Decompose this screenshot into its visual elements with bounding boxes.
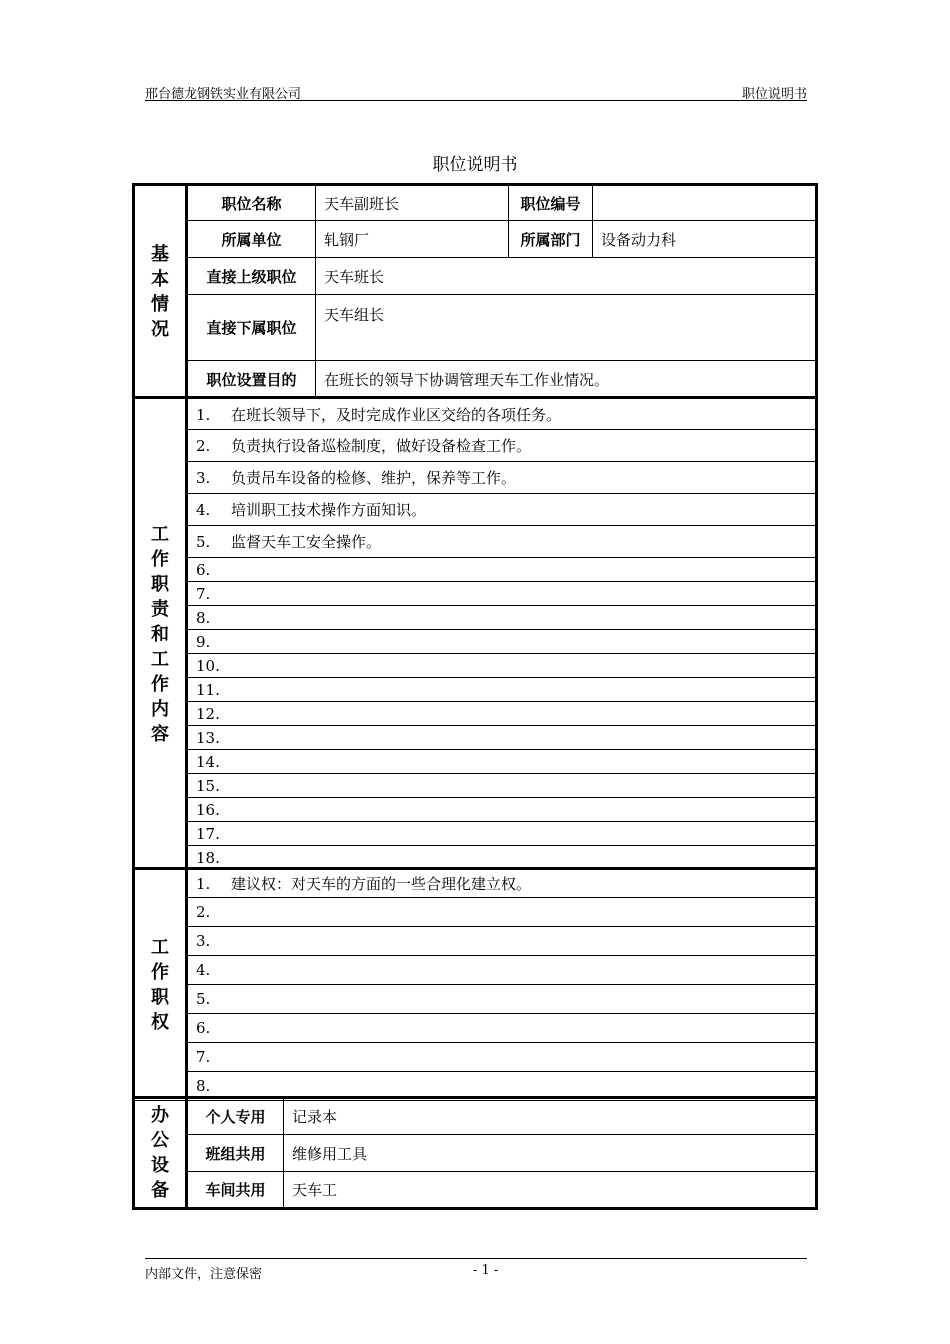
equipment-label-personal: 个人专用 — [187, 1098, 284, 1135]
equipment-table — [132, 1096, 818, 1210]
duty-item — [187, 558, 817, 582]
superior-label: 直接上级职位 — [187, 258, 316, 295]
duty-item — [187, 726, 817, 750]
superior-value: 天车班长 — [316, 258, 817, 295]
duty-item-number: 13. — [196, 728, 220, 747]
duty-item-number: 17. — [196, 824, 220, 843]
duty-section-label: 工作职责和工作内容 — [134, 398, 187, 870]
equipment-label-team: 班组共用 — [187, 1135, 284, 1172]
subordinate-label: 直接下属职位 — [187, 295, 316, 361]
duty-item — [187, 702, 817, 726]
authority-item-number: 8. — [196, 1077, 211, 1095]
authority-item — [187, 985, 817, 1014]
duty-item — [187, 630, 817, 654]
duty-item — [187, 462, 817, 494]
duty-item-number: 8. — [196, 608, 211, 627]
duty-item-number: 16. — [196, 800, 220, 819]
authority-item — [187, 1043, 817, 1072]
duty-item-text: 负责吊车设备的检修、维护，保养等工作。 — [231, 469, 517, 487]
duty-item-number: 10. — [196, 656, 220, 675]
dept-value: 设备动力科 — [593, 221, 817, 258]
authority-item — [187, 1014, 817, 1043]
duty-item-number: 6. — [196, 560, 211, 579]
duty-item-number: 12. — [196, 704, 220, 723]
duty-item-number: 2. — [196, 437, 211, 455]
duty-item — [187, 822, 817, 846]
duty-item — [187, 798, 817, 822]
duty-item — [187, 678, 817, 702]
document-title: 职位说明书 — [432, 155, 518, 175]
confidential-note: 内部文件，注意保密 — [145, 1267, 263, 1282]
page-footer — [145, 1258, 807, 1282]
duty-item — [187, 654, 817, 678]
page-header — [145, 81, 807, 101]
duty-item — [187, 526, 817, 558]
position-no-value — [593, 185, 817, 221]
company-name: 邢台德龙钢铁实业有限公司 — [145, 87, 302, 102]
authority-item-number: 3. — [196, 932, 211, 950]
duties-table — [132, 396, 818, 870]
duty-item-number: 11. — [196, 680, 220, 699]
duty-item — [187, 398, 817, 430]
equipment-value-personal: 记录本 — [284, 1098, 817, 1135]
duty-item-number: 7. — [196, 584, 211, 603]
duty-item — [187, 606, 817, 630]
duty-item — [187, 774, 817, 798]
authority-item-text: 建议权：对天车的方面的一些合理化建立权。 — [231, 875, 532, 893]
position-name-label: 职位名称 — [187, 185, 316, 221]
dept-label: 所属部门 — [509, 221, 593, 258]
duty-item-number: 18. — [196, 848, 220, 867]
basic-info-table — [132, 183, 818, 398]
duty-item-text: 监督天车工安全操作。 — [231, 533, 382, 551]
authority-item-number: 4. — [196, 961, 211, 979]
authority-item-number: 6. — [196, 1019, 211, 1037]
duty-item — [187, 494, 817, 526]
page-number: - 1 - — [473, 1263, 499, 1278]
authority-item — [187, 927, 817, 956]
equipment-label-workshop: 车间共用 — [187, 1172, 284, 1209]
equipment-value-workshop: 天车工 — [284, 1172, 817, 1209]
duty-item — [187, 750, 817, 774]
duty-item-number: 1. — [196, 405, 211, 424]
authority-item-number: 1. — [196, 875, 211, 893]
authority-item — [187, 869, 817, 898]
duty-item — [187, 430, 817, 462]
equipment-value-team: 维修用工具 — [284, 1135, 817, 1172]
duty-item-text: 在班长领导下，及时完成作业区交给的各项任务。 — [231, 405, 562, 424]
authority-item — [187, 898, 817, 927]
duty-item — [187, 846, 817, 870]
position-no-label: 职位编号 — [509, 185, 593, 221]
duty-item-text: 负责执行设备巡检制度，做好设备检查工作。 — [231, 437, 532, 455]
duty-item-number: 4. — [196, 501, 211, 519]
authority-section-label: 工作职权 — [134, 869, 187, 1101]
unit-value: 轧钢厂 — [316, 221, 509, 258]
subordinate-value: 天车组长 — [316, 295, 817, 361]
duty-item — [187, 582, 817, 606]
position-name-value: 天车副班长 — [316, 185, 509, 221]
purpose-value: 在班长的领导下协调管理天车工作业情况。 — [316, 361, 817, 398]
duty-item-number: 5. — [196, 533, 211, 551]
authority-item — [187, 956, 817, 985]
basic-section-label: 基本情况 — [134, 185, 187, 398]
authority-item-number: 2. — [196, 903, 211, 921]
header-doc-type: 职位说明书 — [741, 87, 807, 102]
authority-table — [132, 867, 818, 1101]
purpose-label: 职位设置目的 — [187, 361, 316, 398]
duty-item-number: 9. — [196, 632, 211, 651]
duty-item-number: 3. — [196, 469, 211, 487]
duty-item-text: 培训职工技术操作方面知识。 — [231, 501, 427, 519]
authority-item-number: 5. — [196, 990, 211, 1008]
unit-label: 所属单位 — [187, 221, 316, 258]
duty-item-number: 14. — [196, 752, 220, 771]
authority-item-number: 7. — [196, 1048, 211, 1066]
duty-item-number: 15. — [196, 776, 220, 795]
equipment-section-label: 办公设备 — [134, 1098, 187, 1209]
